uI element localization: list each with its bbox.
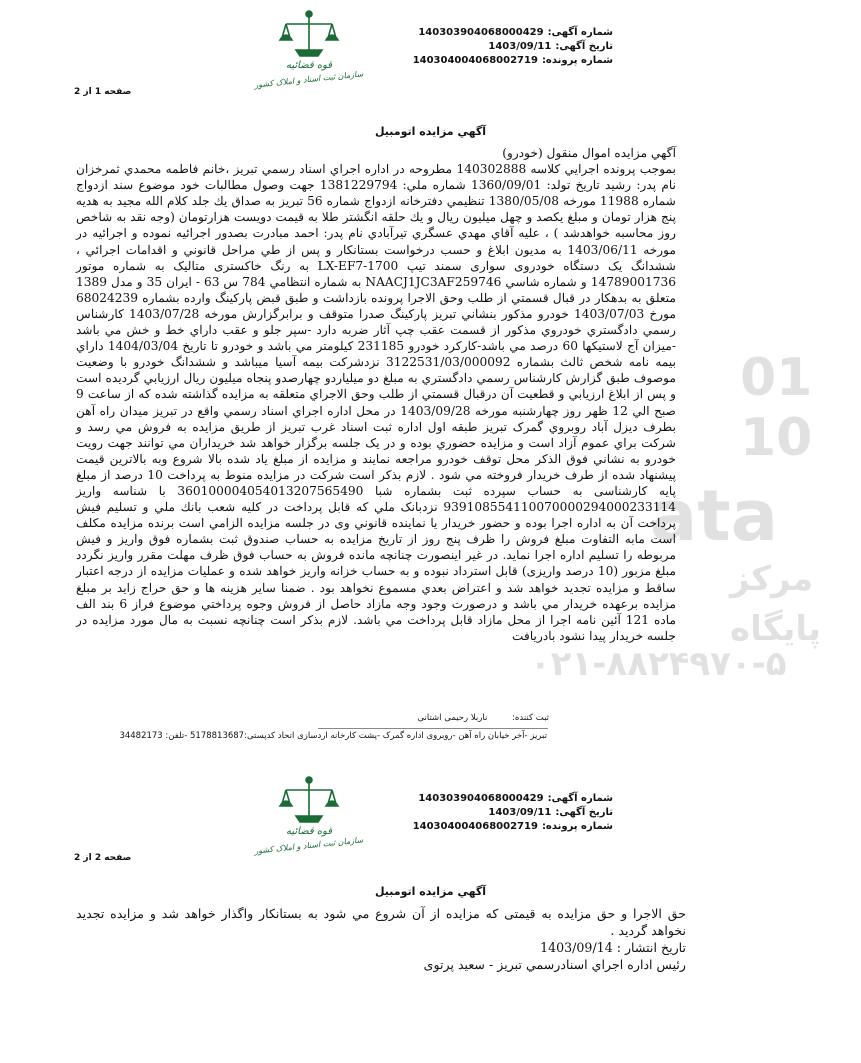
office-address: تبریز -آخر خیابان راه آهن -روبروی اداره گمرک -پشت کارخانه اردسازی اتحاد کدپستی:5178813687 -تلفن: 34482173 bbox=[119, 731, 547, 741]
signer-name: ناربلا رحيمی اشتانی bbox=[417, 713, 488, 723]
judiciary-emblem bbox=[253, 6, 364, 90]
chief-signature: رئيس اداره اجراي اسنادرسمي تبريز - سعيد پرتوی bbox=[423, 957, 686, 972]
emblem-caption: قوه قضائیه bbox=[285, 60, 333, 71]
notice-paragraph: حق الاجرا و حق مزايده به قيمتی كه مزايده از آن شروع مي شود به بستانكار واگذار خواهد شد و مزايده تجديد نخواهد گرديد . bbox=[76, 906, 686, 938]
notice-title: آگهي مزايده اتومبيل bbox=[374, 885, 487, 898]
org-name: سازمان ثبت اسناد و املاک کشور bbox=[253, 835, 364, 856]
file-number: 140304004068002719 bbox=[412, 821, 538, 832]
signer bbox=[417, 713, 549, 723]
watermark-text-3: ata bbox=[650, 475, 778, 557]
ad-date-label: تاریخ آگهی: bbox=[555, 41, 613, 52]
notice-title: آگهي مزايده اتومبيل bbox=[374, 125, 487, 138]
file-number-label: شماره پرونده: bbox=[541, 821, 613, 832]
emblem-icon bbox=[253, 772, 364, 856]
notice-meta bbox=[413, 792, 613, 834]
watermark-text-2: 10 bbox=[740, 408, 813, 468]
ad-date: 1403/09/11 bbox=[488, 807, 552, 818]
ad-number: 140303904068000429 bbox=[418, 793, 544, 804]
org-name: سازمان ثبت اسناد و املاک کشور bbox=[253, 69, 364, 90]
ad-number-label: شماره آگهی: bbox=[547, 27, 613, 38]
notice-subtitle: آگهي مزايده اموال منقول (خودرو) bbox=[502, 146, 676, 160]
notice-page-2 bbox=[0, 768, 861, 1063]
divider bbox=[318, 728, 548, 729]
publish-info bbox=[76, 939, 686, 956]
ad-number: 140303904068000429 bbox=[418, 27, 544, 38]
watermark-text-6: ۰۲۱-۸۸۲۴۹۷۰-۵ bbox=[530, 644, 787, 684]
ad-date: 1403/09/11 bbox=[488, 41, 552, 52]
notice-body bbox=[76, 145, 676, 644]
emblem-caption: قوه قضائیه bbox=[285, 826, 333, 837]
ad-date-label: تاریخ آگهی: bbox=[555, 807, 613, 818]
judiciary-emblem bbox=[253, 772, 364, 856]
publish-date: 1403/09/14 bbox=[540, 940, 613, 955]
signer-label: ثبت کننده: bbox=[512, 713, 549, 723]
notice-paragraph: بموجب پرونده اجرايي کلاسه 140302888 مطروحه در اداره اجراي اسناد رسمي تبريز ،خانم فاطمه محمدي ثمرخزان نام پدر: رشيد تاريخ تولد: 1360/09/01 شماره ملي: 1381229794 جهت وصول مطالبات خود موضوع سند ازدواج شماره 11988 مورخه 1380/05/08 تنظيمي دفترخانه ازدواج شماره 56 تبريز به صداق يك جلد كلام الله مجيد به هديه پنج هزار تومان و مبلغ يكصد و چهل ميليون ريال و يك حلقه انگشتر طلا به قيمت دويست هزارتومان (وجه نقد به شاخص روز محاسبه خواهدشد ) ، عليه آقاي مهدي عسگري تيرآبادي نام پدر: احمد مبادرت بصدور اجرائيه نموده و اجرائيه در مورخه 1403/06/11 به مديون ابلاغ و حسب درخواست بستانكار و پس از طي مراحل قانوني و اقدامات اجرائي ، ششدانگ يک دستگاه خودروی سواری سمند تیپ LX-EF7-1700 به رنگ خاکستری متالیک به شماره موتور 14789001736 و شماره شاسي NAACJ1JC3AF259746 به شماره انتظامي 784 س 63 - ايران 35 و مدل 1389 متعلق به بدهکار در قبال قسمتي از طلب وحق الاجرا پرونده بازداشت و طبق قبض پارکينگ وارده بشماره 68024239 مورخ 1403/07/03 خودرو مذکور بنشاني تبريز پارکينگ صدرا متوقف و برابرگزارش مورخه 1403/07/28 کارشناس رسمي دادگستري خودروي مذکور از قسمت عقب چپ آثار ضربه دارد -سپر جلو و عقب داراي خط و خش مي باشد -ميزان آج لاستيکها 60 درصد مي باشد-کارکرد خودرو 231185 کيلومتر مي باشد و خودرو تا تاريخ 1404/03/04 داراي بيمه نامه شخص ثالث بشماره 3122531/03/000092 نزدشرکت بيمه آسيا ميباشد و ششدانگ خودرو با وضعيت موصوف طبق گزارش کارشناس رسمي دادگستري به مبلغ دو ميلياردو چهارصدو پنجاه ميليون ريال ارزيابي گرديده است و پس از ابلاغ ارزيابي و قطعيت آن درقبال قسمتي از طلب وحق الاجراي متعلقه به مزايده گذاشته شده که از ساعت 9 صبح الي 12 ظهر روز چهارشنبه مورخه 1403/09/28 در محل اداره اجراي اسناد رسمي واقع در تبريز ميدان راه آهن بطرف ديزل آباد روبروي گمرک تبريز طبقه اول اداره ثبت اسناد غرب تبريز از طريق مزايده به فروش مي رسد و شرکت براي عموم آزاد است و مزايده حضوري بوده و در يک جلسه برگزار خواهد شد خريداران مي توانند جهت رويت خودرو به نشاني فوق الذکر محل توقف خودرو مراجعه نمايند و مزايده از مبلغ ياد شده بالا شروع وبه بالاترين قيمت پيشنهاد شده از طرف خريدار فروخته مي شود . لازم بذكر است شركت در مزايده منوط به پرداخت 10 درصد از مبلغ پايه کارشناسی به حساب سپرده ثبت بشماره شبا 360100004054013207565490 با شناسه واريز 939108554110070000294000233114 نزدبانک ملي که قابل پرداخت در کليه شعب بانك ملي و تسليم فيش پرداخت آن به اداره اجرا بوده و حضور خريدار يا نماينده قانوني وی در جلسه مزايده الزامي است برنده مزايده مكلف است مابه التفاوت مبلغ فروش را ظرف پنج روز از تاريخ مزايده به حساب صندوق ثبت بشماره فوق واريز و فيش مربوطه را تسليم اداره اجرا نمايد. در غير اينصورت چنانچه مانده فروش به حساب فوق ظرف مهلت مقرر واريز نگردد مبلغ مزبور (10 درصد واريزی) قابل استرداد نبوده و به حساب خزانه واريز خواهد شده و عمليات مزايده از درجه اعتبار ساقط و مزايده تجديد خواهد شد و اعتراض بعدي مسموع نخواهد بود . ضمنا ساير هزينه ها و حق حراج زايد بر مبلغ مزايده برعهده خريدار مي باشد و درصورت وجود وجه مازاد حاصل از فروش وجوه پرداختي موضوع فراز 6 بند الف ماده 121 آئين نامه اجرا از محل مازاد قابل پرداخت مي باشد. لازم بذكر است چنانچه نسبت به مال مورد مزايده در جلسه خريدار پيدا نشود بادريافت bbox=[76, 162, 677, 643]
ad-number-label: شماره آگهی: bbox=[547, 793, 613, 804]
watermark-text-1: 01 bbox=[740, 348, 813, 408]
notice-body bbox=[76, 905, 686, 973]
file-number: 140304004068002719 bbox=[412, 55, 538, 66]
notice-meta bbox=[413, 26, 613, 68]
emblem-icon bbox=[253, 6, 364, 90]
file-number-label: شماره پرونده: bbox=[541, 55, 613, 66]
watermark-text-5: پایگاه bbox=[730, 609, 821, 649]
publish-label: تاريخ انتشار : bbox=[616, 940, 686, 955]
page-number: صفحه 2 از 2 bbox=[74, 853, 132, 863]
watermark-text-4: مرکز bbox=[730, 559, 814, 599]
page-number: صفحه 1 از 2 bbox=[74, 87, 132, 97]
